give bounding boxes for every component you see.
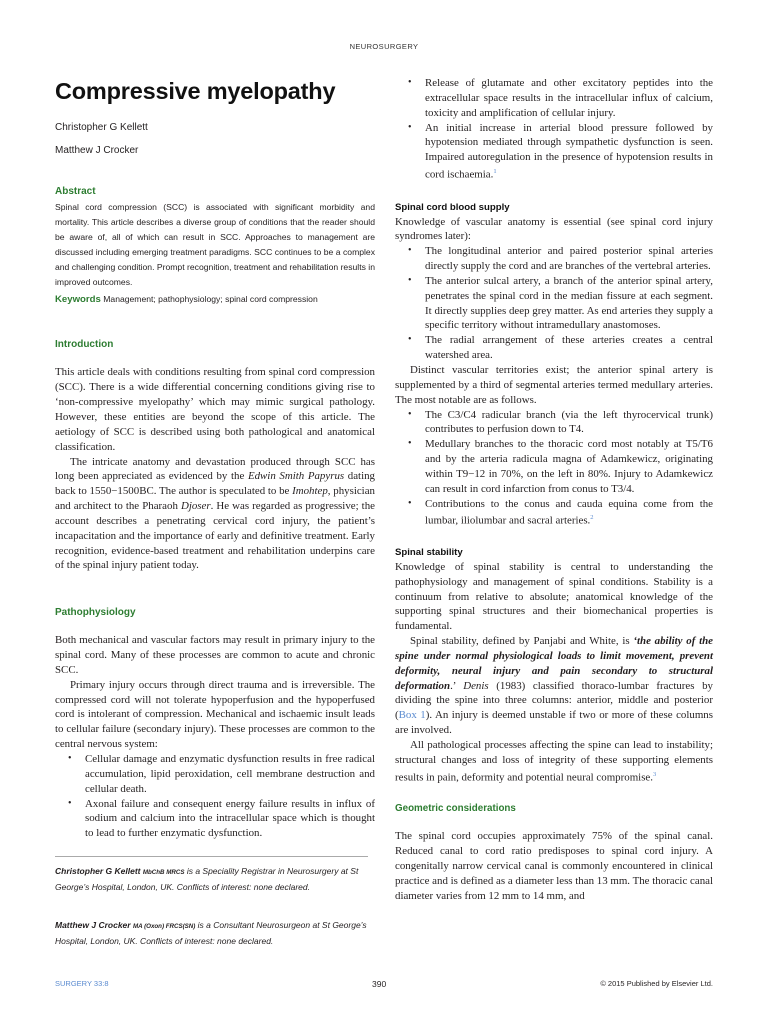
injury-bullet-list [395,76,713,183]
bullet-item: • Release of glutamate and other excitatory peptides into the extracellular space results in the intracellular influx of calcium, toxicity and amplification of cellular injury. [425,76,713,121]
reference-link[interactable]: 2 [590,514,594,522]
definition-quote: ‘the ability of the spine under normal physiological loads to limit movement, prevent deformity, neural injury and pain secondary to structural deformation [395,635,713,692]
geometric-heading: Geometric considerations [395,803,516,815]
blood-supply-bullet-list [395,244,713,363]
abstract-heading: Abstract [55,186,96,197]
text-run: .’ [450,679,464,692]
text-run: Contributions to the conus and cauda equina come from the lumbar, iliolumbar and sacral arteries. [425,497,713,528]
affiliation-name: Matthew J Crocker [55,920,131,930]
pathophysiology-paragraph: Both mechanical and vascular factors may result in primary injury to the spinal cord. Many of these processes are common to acute and chronic SCC. [55,634,375,676]
pathophysiology-heading: Pathophysiology [55,607,136,619]
keywords-label: Keywords [55,294,101,306]
geometric-paragraph: The spinal cord occupies approximately 75% of the spinal canal. Reduced canal to cord ratio predisposes to spinal cord injury. A congenitally narrow cervical canal is commonly encountered in clinical practice and is defined as a diameter less than 13 mm. The thoracic canal diameter varies from 12 mm to 14 mm, and [395,830,713,902]
text-run: (1983) classified thoraco-lumbar fractures by dividing the spine into three columns: anterior, middle and posterior ( [395,679,713,722]
pathophysiology-paragraph: Primary injury occurs through direct trauma and is irreversible. The compressed cord will not tolerate hypoperfusion and the hypoperfused cord is intolerant of compression. Mechanical and ischaemic insult leads to cellular failure (secondary injury). These processes are common to the central nervous system: [55,678,375,751]
text-run: dating back to 1550−1500BC. The author is speculated to be [55,470,375,498]
italic-text: Denis [463,679,489,692]
bullet-item: • The C3/C4 radicular branch (via the left thyrocervical trunk) contributes to perfusion down to T4. [425,408,713,438]
author-name: Christopher G Kellett [55,122,148,133]
keywords [55,294,375,305]
article-title: Compressive myelopathy [55,78,336,104]
text-run: Spinal stability, defined by Panjabi and White, is [410,635,634,648]
bullet-item: • Cellular damage and enzymatic dysfunction results in free radical accumulation, lipid peroxidation, cell membrane destruction and cellular death. [85,752,375,797]
italic-text: Djoser [180,500,211,513]
running-header: NEUROSURGERY [349,42,419,51]
introduction-paragraph [55,455,375,574]
bullet-item: • Medullary branches to the thoracic cord most notably at T5/T6 and by the arteria radicula magna of Adamkewicz, originating within T9−12 in 70%, on the left in 80%. Injury to Adamkewicz can result in cord infarction from conus to T3/4. [425,437,713,496]
text-run: The intricate anatomy and devastation produced through SCC has long been appreciated as evidenced by the [55,455,375,483]
medullary-bullet-list [395,408,713,529]
page-number: 390 [372,979,387,989]
blood-supply-paragraph: Knowledge of vascular anatomy is essential (see spinal cord injury syndromes later): [395,215,713,243]
bullet-item: • The radial arrangement of these arteries creates a central watershed area. [425,333,713,363]
author-affiliation [55,864,368,895]
bullet-item: • Axonal failure and consequent energy failure results in influx of sodium and calcium into the intracellular space which is thought to lead to further enzymatic dysfunction. [85,797,375,842]
page-footer [55,979,713,993]
reference-link[interactable]: 1 [493,168,497,176]
pathophysiology-bullet-list [55,752,375,841]
text-run: All pathological processes affecting the spine can lead to instability; structural changes and loss of integrity of these supporting elements results in pain, deformity and potential neural compromise. [395,739,713,784]
copyright: © 2015 Published by Elsevier Ltd. [600,979,713,988]
stability-paragraph: Knowledge of spinal stability is central to understanding the pathophysiology and management of spinal conditions. Stability is a continuum from relative to absolute; anatomical knowledge of the supporting spinal structures and their biomechanical properties is fundamental. [395,560,713,633]
introduction-heading: Introduction [55,339,114,351]
blood-supply-heading: Spinal cord blood supply [395,201,510,213]
blood-supply-paragraph: Distinct vascular territories exist; the anterior spinal artery is supplemented by a third of segmental arteries termed medullary arteries. The most notable are as follows. [395,363,713,406]
footnote-divider [55,856,368,857]
affiliation-name: Christopher G Kellett [55,866,141,876]
abstract-text: Spinal cord compression (SCC) is associated with significant morbidity and mortality. This article describes a diverse group of conditions that the reader should be aware of, all of which can result in SCC. Approaches to management are discussed including emerging treatment paradigms. SCC continues to be a complex and challenging condition. Prompt recognition, treatment and rehabilitation results in improved outcomes. [55,202,375,287]
bullet-item [425,497,713,529]
text-run: An initial increase in arterial blood pressure followed by hypotension mediated through sympathetic dysfunction is seen. Impaired autoregulation in the presence of hypotension results in cord ischaemia. [425,121,713,181]
affiliation-credentials: MA (Oxon) FRCS(SN) [132,923,196,930]
left-column [55,74,375,841]
italic-text: Edwin Smith Papyrus [247,470,345,483]
reference-link[interactable]: 3 [652,770,657,778]
journal-reference: SURGERY 33:8 [55,979,109,988]
text-run: ). An injury is deemed unstable if two or more of these columns are involved. [395,709,713,737]
bullet-item: • The anterior sulcal artery, a branch of the anterior spinal artery, penetrates the spinal cord in the median fissure at each segment. It directly supplies deep grey matter. As end arteries they supply a specific territory without intramedullary anastomoses. [425,274,713,333]
keywords-text: Management; pathophysiology; spinal cord compression [103,294,318,305]
italic-text: Imohtep [292,485,328,498]
box-link[interactable]: Box 1 [398,709,426,722]
bullet-item: • The longitudinal anterior and paired posterior spinal arteries directly supply the cord and are branches of the vertebral arteries. [425,244,713,274]
affiliation-text: is a Speciality Registrar in Neurosurgery at St George’s Hospital, London, UK. Conflicts of interest: none declared. [55,866,359,893]
text-run: . He was regarded as progressive; the account describes a penetrating cervical cord injury, the patient’s incapacitation and the importance of early and definitive treatment. Early recognition, evidence-based treatment and rehabilitation underpins care of the spinal injury patient today. [55,500,375,572]
author-name: Matthew J Crocker [55,145,139,156]
stability-paragraph [395,634,713,738]
text-run: , physician and architect to the Pharaoh [55,485,375,513]
right-column [395,76,713,903]
affiliation-credentials: MbChB MRCS [142,869,185,876]
spinal-stability-heading: Spinal stability [395,546,463,558]
stability-paragraph [395,738,713,785]
bullet-item [425,121,713,183]
introduction-paragraph: This article deals with conditions resulting from spinal cord compression (SCC). There is a wide differential concerning conditions giving rise to ‘non-compressive myelopathy’ which may mimic surgical pathology. However, these entities are beyond the scope of this article. The aetiology of SCC is described using both pathological and anatomical classification. [55,366,375,453]
affiliation-text: is a Consultant Neurosurgeon at St George’s Hospital, London, UK. Conflicts of interest: none declared. [55,920,367,947]
author-affiliation [55,918,368,949]
